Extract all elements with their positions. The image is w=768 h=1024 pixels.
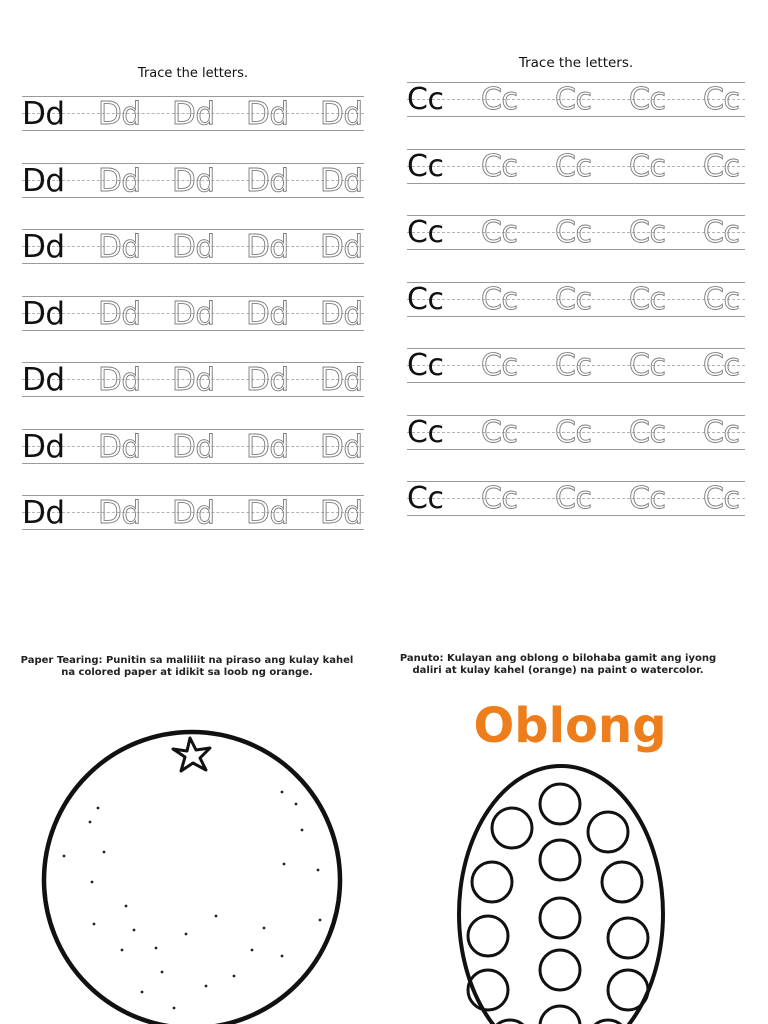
dotted-letter-pair[interactable]: Cc	[703, 414, 740, 450]
model-letter-pair: Cc	[407, 348, 444, 383]
trace-row	[22, 229, 364, 265]
trace-row	[407, 215, 745, 251]
dotted-letter-pair[interactable]: Dd	[172, 96, 215, 132]
dotted-letter-pair[interactable]: Cc	[629, 148, 666, 184]
dotted-letter-pair[interactable]: Dd	[320, 295, 363, 332]
trace-row	[22, 96, 364, 132]
model-letter-pair: Cc	[407, 215, 444, 250]
oblong-title: Oblong	[473, 698, 667, 754]
dotted-letter-pair[interactable]: Cc	[481, 414, 518, 450]
dotted-letter-pair[interactable]: Dd	[320, 96, 363, 132]
panuto-line-2: daliri at kulay kahel (orange) na paint o watercolor.	[412, 665, 704, 676]
dotted-letter-pair[interactable]: Dd	[98, 362, 141, 398]
dotted-letter-pair[interactable]: Cc	[481, 281, 518, 317]
panuto-line-1: Panuto: Kulayan ang oblong o bilohaba gamit ang iyong	[399, 653, 717, 664]
dotted-letter-pair[interactable]: Dd	[172, 162, 215, 199]
dotted-letter-pair[interactable]: Cc	[703, 82, 740, 117]
dotted-letter-pair[interactable]: Cc	[555, 281, 592, 317]
dotted-letter-pair[interactable]: Cc	[703, 215, 740, 250]
dotted-letter-pair[interactable]: Dd	[98, 96, 141, 132]
panuto-instruction	[386, 653, 730, 677]
model-letter-pair: Cc	[407, 281, 444, 317]
dotted-letter-pair[interactable]: Cc	[481, 481, 518, 516]
dotted-letter-pair[interactable]: Dd	[98, 229, 141, 265]
dotted-letter-pair[interactable]: Cc	[555, 348, 592, 383]
trace-row	[22, 362, 364, 398]
model-letter-pair: Dd	[22, 229, 65, 265]
dotted-letter-pair[interactable]: Cc	[555, 481, 592, 516]
trace-row	[22, 296, 364, 332]
model-letter-pair: Cc	[407, 82, 444, 117]
dotted-letter-pair[interactable]: Dd	[320, 495, 363, 531]
model-letter-pair: Dd	[22, 495, 65, 531]
dotted-letter-pair[interactable]: Cc	[629, 215, 666, 250]
orange-stem-icon	[173, 738, 210, 771]
model-letter-pair: Cc	[407, 481, 444, 516]
orange-fruit-icon	[38, 724, 348, 1024]
dotted-letter-pair[interactable]: Dd	[320, 229, 363, 265]
model-letter-pair: Dd	[22, 162, 65, 199]
dotted-letter-pair[interactable]: Dd	[246, 428, 289, 465]
dotted-letter-pair[interactable]: Dd	[98, 295, 141, 332]
trace-row	[407, 348, 745, 384]
dotted-letter-pair[interactable]: Dd	[172, 362, 215, 398]
dotted-letter-pair[interactable]: Dd	[320, 428, 363, 465]
model-letter-pair: Cc	[407, 414, 444, 450]
dotted-letter-pair[interactable]: Cc	[481, 215, 518, 250]
dotted-letter-pair[interactable]: Cc	[629, 281, 666, 317]
dotted-letter-pair[interactable]: Cc	[629, 348, 666, 383]
trace-title-right: Trace the letters.	[518, 55, 634, 71]
trace-row	[407, 282, 745, 318]
paper-tearing-line-1: Paper Tearing: Punitin sa maliliit na piraso ang kulay kahel	[20, 655, 354, 666]
dotted-letter-pair[interactable]: Cc	[703, 348, 740, 383]
model-letter-pair: Dd	[22, 428, 65, 465]
dotted-letter-pair[interactable]: Cc	[703, 481, 740, 516]
dotted-letter-pair[interactable]: Dd	[172, 295, 215, 332]
trace-row	[22, 429, 364, 465]
dotted-letter-pair[interactable]: Dd	[246, 495, 289, 531]
dotted-letter-pair[interactable]: Dd	[246, 362, 289, 398]
dotted-letter-pair[interactable]: Cc	[481, 82, 518, 117]
dotted-letter-pair[interactable]: Dd	[320, 362, 363, 398]
trace-title-left: Trace the letters.	[137, 66, 249, 81]
dotted-letter-pair[interactable]: Cc	[555, 148, 592, 184]
dotted-letter-pair[interactable]: Cc	[481, 348, 518, 383]
dotted-letter-pair[interactable]: Dd	[320, 162, 363, 199]
trace-row	[407, 415, 745, 451]
trace-row	[407, 82, 745, 118]
dotted-letter-pair[interactable]: Cc	[629, 481, 666, 516]
paper-tearing-instruction	[4, 655, 370, 679]
dotted-letter-pair[interactable]: Dd	[98, 428, 141, 465]
dotted-letter-pair[interactable]: Cc	[703, 281, 740, 317]
dotted-letter-pair[interactable]: Dd	[172, 495, 215, 531]
model-letter-pair: Cc	[407, 148, 444, 184]
dotted-letter-pair[interactable]: Dd	[172, 229, 215, 265]
dotted-letter-pair[interactable]: Dd	[246, 295, 289, 332]
dotted-letter-pair[interactable]: Dd	[246, 96, 289, 132]
dotted-letter-pair[interactable]: Dd	[172, 428, 215, 465]
model-letter-pair: Dd	[22, 295, 65, 332]
dotted-letter-pair[interactable]: Dd	[246, 229, 289, 265]
dotted-letter-pair[interactable]: Cc	[555, 82, 592, 117]
paper-tearing-line-2: na colored paper at idikit sa loob ng orange.	[61, 667, 313, 678]
model-letter-pair: Dd	[22, 96, 65, 132]
dotted-letter-pair[interactable]: Cc	[555, 414, 592, 450]
dotted-letter-pair[interactable]: Cc	[629, 414, 666, 450]
dotted-letter-pair[interactable]: Cc	[629, 82, 666, 117]
trace-row	[22, 163, 364, 199]
model-letter-pair: Dd	[22, 362, 65, 398]
oblong-shape-icon	[448, 764, 674, 1024]
trace-row	[407, 481, 745, 517]
oblong-inner-circles	[468, 784, 648, 1024]
dotted-letter-pair[interactable]: Cc	[703, 148, 740, 184]
dotted-letter-pair[interactable]: Cc	[481, 148, 518, 184]
dotted-letter-pair[interactable]: Cc	[555, 215, 592, 250]
orange-peel-dots	[63, 791, 322, 1010]
dotted-letter-pair[interactable]: Dd	[98, 495, 141, 531]
trace-row	[407, 149, 745, 185]
dotted-letter-pair[interactable]: Dd	[98, 162, 141, 199]
dotted-letter-pair[interactable]: Dd	[246, 162, 289, 199]
trace-row	[22, 495, 364, 531]
